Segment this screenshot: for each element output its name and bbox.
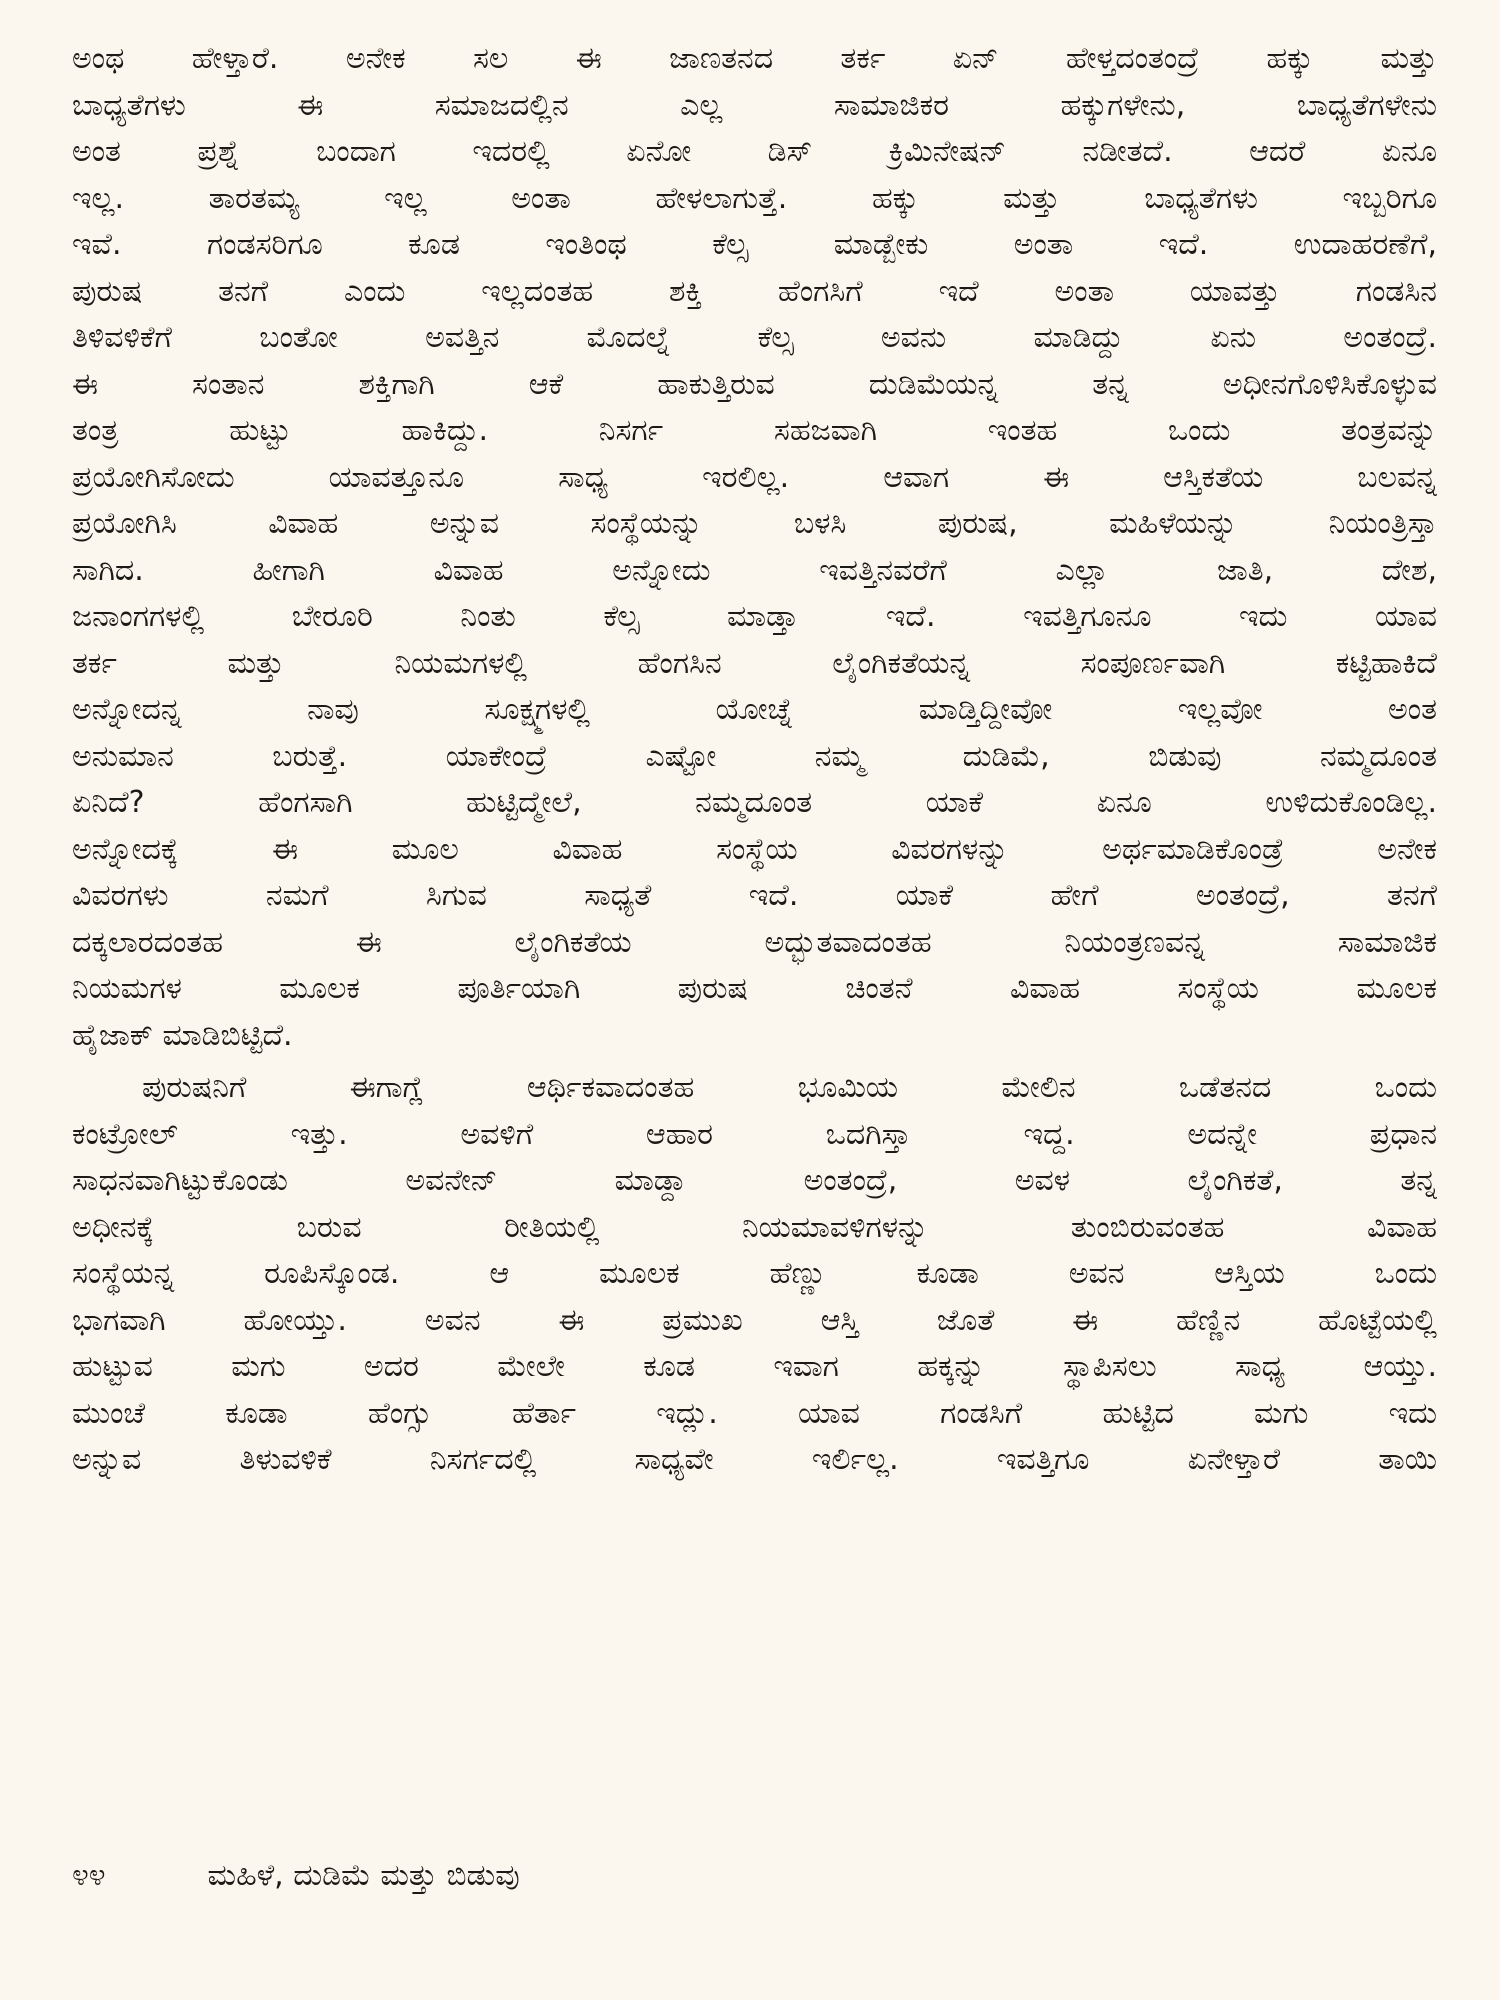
text-line: ಕಂಟ್ರೋಲ್ ಇತ್ತು. ಅವಳಿಗೆ ಆಹಾರ ಒದಗಿಸ್ತಾ ಇದ್ದ. ಅದನ್ನೇ ಪ್ರಧಾನ <box>72 1116 1437 1152</box>
text-line: ತಿಳಿವಳಿಕೆಗೆ ಬಂತೋ ಅವತ್ತಿನ ಮೊದಲ್ನೆ ಕೆಲ್ಸ ಅವನು ಮಾಡಿದ್ದು ಏನು ಅಂತಂದ್ರೆ. <box>72 320 1437 355</box>
paragraph-1 <box>72 36 1437 1059</box>
text-line: ದಕ್ಕಲಾರದಂತಹ ಈ ಲೈಂಗಿಕತೆಯ ಅದ್ಭುತವಾದಂತಹ ನಿಯಂತ್ರಣವನ್ನ ಸಾಮಾಜಿಕ <box>72 924 1437 960</box>
text-line: ಪುರುಷನಿಗೆ ಈಗಾಗ್ಲೆ ಆರ್ಥಿಕವಾದಂತಹ ಭೂಮಿಯ ಮೇಲಿನ ಒಡೆತನದ ಒಂದು <box>142 1070 1437 1105</box>
text-line: ಅನ್ನುವ ತಿಳುವಳಿಕೆ ನಿಸರ್ಗದಲ್ಲಿ ಸಾಧ್ಯವೇ ಇರ್ಲಿಲ್ಲ. ಇವತ್ತಿಗೂ ಏನೇಳ್ತಾರೆ ತಾಯಿ <box>72 1442 1437 1477</box>
text-line: ಬಾಧ್ಯತೆಗಳು ಈ ಸಮಾಜದಲ್ಲಿನ ಎಲ್ಲ ಸಾಮಾಜಿಕರ ಹಕ್ಕುಗಳೇನು, ಬಾಧ್ಯತೆಗಳೇನು <box>72 87 1437 123</box>
text-line: ಹುಟ್ಟುವ ಮಗು ಅದರ ಮೇಲೇ ಕೂಡ ಇವಾಗ ಹಕ್ಕನ್ನು ಸ್ಥಾಪಿಸಲು ಸಾಧ್ಯ ಆಯ್ತು. <box>72 1349 1437 1384</box>
body-text <box>72 36 1437 1484</box>
text-line: ಮುಂಚೆ ಕೂಡಾ ಹೆಂಗ್ಸು ಹೆರ್ತಾ ಇದ್ಲು. ಯಾವ ಗಂಡಸಿಗೆ ಹುಟ್ಟಿದ ಮಗು ಇದು <box>72 1395 1437 1431</box>
text-line: ಅಂತ ಪ್ರಶ್ನೆ ಬಂದಾಗ ಇದರಲ್ಲಿ ಏನೋ ಡಿಸ್ ಕ್ರಿಮಿನೇಷನ್ ನಡೀತದೆ. ಆದರೆ ಏನೂ <box>72 134 1437 169</box>
text-line: ಪ್ರಯೋಗಿಸೋದು ಯಾವತ್ತೂನೂ ಸಾಧ್ಯ ಇರಲಿಲ್ಲ. ಆವಾಗ ಈ ಆಸ್ತಿಕತೆಯ ಬಲವನ್ನ <box>72 459 1437 495</box>
text-line: ಸಾಧನವಾಗಿಟ್ಟುಕೊಂಡು ಅವನೇನ್ ಮಾಡ್ದಾ ಅಂತಂದ್ರೆ, ಅವಳ ಲೈಂಗಿಕತೆ, ತನ್ನ <box>72 1163 1437 1198</box>
text-line: ಸಾಗಿದ. ಹೀಗಾಗಿ ವಿವಾಹ ಅನ್ನೋದು ಇವತ್ತಿನವರೆಗೆ ಎಲ್ಲಾ ಜಾತಿ, ದೇಶ, <box>72 552 1437 588</box>
text-line: ಅಂಥ ಹೇಳ್ತಾರೆ. ಅನೇಕ ಸಲ ಈ ಜಾಣತನದ ತರ್ಕ ಏನ್ ಹೇಳ್ತದಂತಂದ್ರೆ ಹಕ್ಕು ಮತ್ತು <box>72 41 1437 76</box>
text-line: ಜನಾಂಗಗಳಲ್ಲಿ ಬೇರೂರಿ ನಿಂತು ಕೆಲ್ಸ ಮಾಡ್ತಾ ಇದೆ. ಇವತ್ತಿಗೂನೂ ಇದು ಯಾವ <box>72 599 1437 634</box>
text-line: ಹೈಜಾಕ್ ಮಾಡಿಬಿಟ್ಟಿದೆ. <box>72 1017 293 1053</box>
text-line: ತರ್ಕ ಮತ್ತು ನಿಯಮಗಳಲ್ಲಿ ಹೆಂಗಸಿನ ಲೈಂಗಿಕತೆಯನ್ನ ಸಂಪೂರ್ಣವಾಗಿ ಕಟ್ಟಿಹಾಕಿದೆ <box>72 645 1437 681</box>
text-line: ಅನ್ನೋದನ್ನ ನಾವು ಸೂಕ್ಷ್ಮಗಳಲ್ಲಿ ಯೋಚ್ನೆ ಮಾಡ್ತಿದ್ದೀವೋ ಇಲ್ಲವೋ ಅಂತ <box>72 692 1437 727</box>
page-number: ೪೪ <box>72 1858 106 1893</box>
text-line: ಸಂಸ್ಥೆಯನ್ನ ರೂಪಿಸ್ಕೊಂಡ. ಆ ಮೂಲಕ ಹೆಣ್ಣು ಕೂಡಾ ಅವನ ಆಸ್ತಿಯ ಒಂದು <box>72 1256 1437 1291</box>
running-title: ಮಹಿಳೆ, ದುಡಿಮೆ ಮತ್ತು ಬಿಡುವು <box>207 1858 520 1893</box>
text-line: ತಂತ್ರ ಹುಟ್ಟು ಹಾಕಿದ್ದು. ನಿಸರ್ಗ ಸಹಜವಾಗಿ ಇಂತಹ ಒಂದು ತಂತ್ರವನ್ನು <box>72 413 1437 448</box>
text-line: ಏನಿದೆ? ಹೆಂಗಸಾಗಿ ಹುಟ್ಟಿದ್ಮೇಲೆ, ನಮ್ಮದೂಂತ ಯಾಕೆ ಏನೂ ಉಳಿದುಕೊಂಡಿಲ್ಲ. <box>72 785 1437 820</box>
text-line: ಅನುಮಾನ ಬರುತ್ತೆ. ಯಾಕೇಂದ್ರೆ ಎಷ್ಟೋ ನಮ್ಮ ದುಡಿಮೆ, ಬಿಡುವು ನಮ್ಮದೂಂತ <box>72 738 1437 774</box>
text-line: ಅಧೀನಕ್ಕೆ ಬರುವ ರೀತಿಯಲ್ಲಿ ನಿಯಮಾವಳಿಗಳನ್ನು ತುಂಬಿರುವಂತಹ ವಿವಾಹ <box>72 1209 1437 1245</box>
text-line: ಈ ಸಂತಾನ ಶಕ್ತಿಗಾಗಿ ಆಕೆ ಹಾಕುತ್ತಿರುವ ದುಡಿಮೆಯನ್ನ ತನ್ನ ಅಧೀನಗೊಳಿಸಿಕೊಳ್ಳುವ <box>72 366 1437 402</box>
text-line: ಪುರುಷ ತನಗೆ ಎಂದು ಇಲ್ಲದಂತಹ ಶಕ್ತಿ ಹೆಂಗಸಿಗೆ ಇದೆ ಅಂತಾ ಯಾವತ್ತು ಗಂಡಸಿನ <box>72 273 1437 309</box>
text-line: ಪ್ರಯೋಗಿಸಿ ವಿವಾಹ ಅನ್ನುವ ಸಂಸ್ಥೆಯನ್ನು ಬಳಸಿ ಪುರುಷ, ಮಹಿಳೆಯನ್ನು ನಿಯಂತ್ರಿಸ್ತಾ <box>72 506 1437 541</box>
page-footer <box>72 1858 520 1893</box>
text-line: ನಿಯಮಗಳ ಮೂಲಕ ಪೂರ್ತಿಯಾಗಿ ಪುರುಷ ಚಿಂತನೆ ವಿವಾಹ ಸಂಸ್ಥೆಯ ಮೂಲಕ <box>72 971 1437 1006</box>
text-line: ಅನ್ನೋದಕ್ಕೆ ಈ ಮೂಲ ವಿವಾಹ ಸಂಸ್ಥೆಯ ವಿವರಗಳನ್ನು ಅರ್ಥಮಾಡಿಕೊಂಡ್ರೆ ಅನೇಕ <box>72 831 1437 867</box>
text-line: ಇಲ್ಲ. ತಾರತಮ್ಯ ಇಲ್ಲ ಅಂತಾ ಹೇಳಲಾಗುತ್ತೆ. ಹಕ್ಕು ಮತ್ತು ಬಾಧ್ಯತೆಗಳು ಇಬ್ಬರಿಗೂ <box>72 180 1437 216</box>
text-line: ಇವೆ. ಗಂಡಸರಿಗೂ ಕೂಡ ಇಂತಿಂಥ ಕೆಲ್ಸ ಮಾಡ್ಬೇಕು ಅಂತಾ ಇದೆ. ಉದಾಹರಣೆಗೆ, <box>72 227 1437 262</box>
text-line: ಭಾಗವಾಗಿ ಹೋಯ್ತು. ಅವನ ಈ ಪ್ರಮುಖ ಆಸ್ತಿ ಜೊತೆ ಈ ಹೆಣ್ಣಿನ ಹೊಟ್ಟೆಯಲ್ಲಿ <box>72 1302 1437 1338</box>
paragraph-2 <box>72 1065 1437 1484</box>
text-line: ವಿವರಗಳು ನಮಗೆ ಸಿಗುವ ಸಾಧ್ಯತೆ ಇದೆ. ಯಾಕೆ ಹೇಗೆ ಅಂತಂದ್ರೆ, ತನಗೆ <box>72 878 1437 913</box>
